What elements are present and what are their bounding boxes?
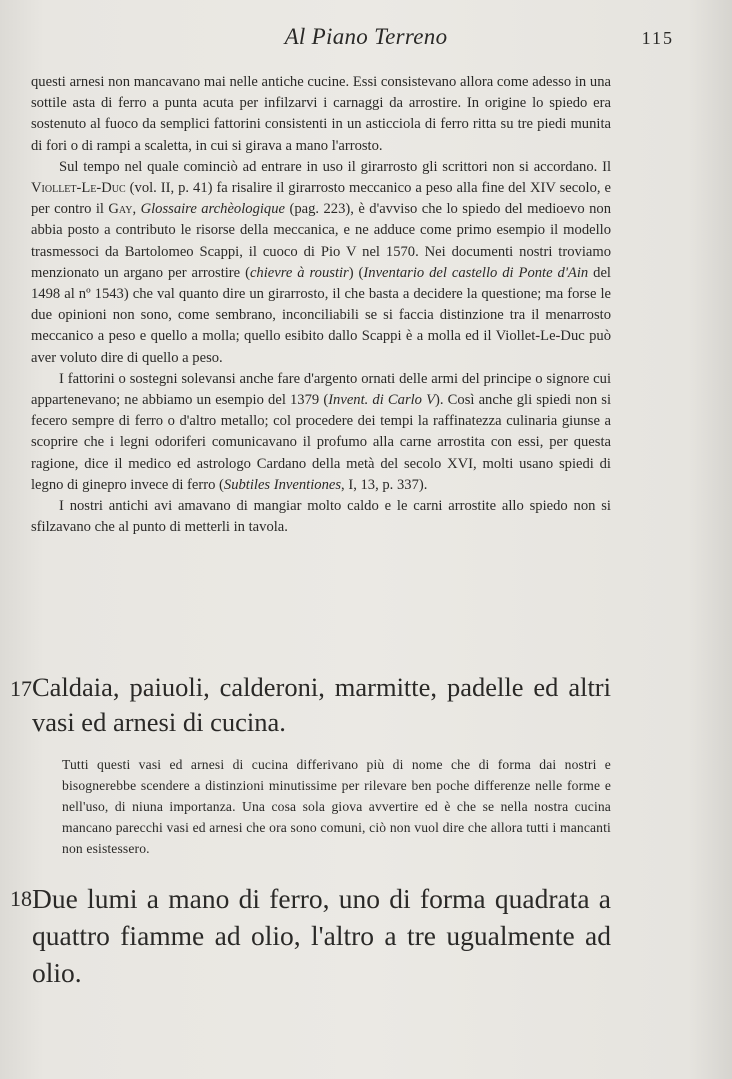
paragraph-4: I nostri antichi avi amavano di mangiar molto caldo e le carni arrostite allo spiedo non si sfilzavano che al punto di metterli in tavola. [31,498,611,536]
paragraph-3: I fattorini o sostegni solevansi anche fare d'argento ornati delle armi del principe o signore cui appartenevano; ne abbiamo un esempio del 1379 (Invent. di Carlo V). Così anche gli spiedi non si fecero sempre di ferro o d'altro metallo; col procedere dei tempi la raffinatezza culinaria giunse a scoprire che i legni odoriferi comunicavano il profumo alla carne arrostita con essi, per questa ragione, dice il medico ed astrologo Cardano della metà del secolo XVI, molti usano spiedi di legno di ginepro invece di ferro (Subtiles Inventiones, I, 13, p. 337). [31,370,611,493]
entry-title: Due lumi a mano di ferro, uno di forma quadrata a quattro fiamme ad olio, l'altro a tre ugualmente ad olio. [32,883,611,988]
page-number: 115 [641,28,674,48]
paragraph-2: Sul tempo nel quale cominciò ad entrare in uso il girarrosto gli scrittori non si accordano. Il Viollet-Le-Duc (vol. II, p. 41) fa risalire il girarrosto meccanico a peso alla fine del XIV secolo, e per contro il Gay, Glossaire archèologique (pag. 223), è d'avviso che lo spiedo del medioevo non abbia posto a contributo le risorse della meccanica, e ne adduce come primo esempio il modello trasmessoci da Bartolomeo Scappi, il cuoco di Pio V nel 1570. Nei documenti nostri troviamo menzionato un argano per arrostire (chievre à roustir) (Inventario del castello di Ponte d'Ain del 1498 al nº 1543) che val quanto dire un girarrosto, il che basta a decidere la questione; ma forse le due opinioni non sono, come sembrano, inconciliabili se si faccia distinzione tra il menarrosto meccanico a peso e quello a molla; quello esibito dallo Scappi è a molla ed il Viollet-Le-Duc può aver voluto dire di quello a peso. [31,158,611,366]
work-title: Invent. di Carlo V [328,392,436,409]
entry-title: Caldaia, paiuoli, calderoni, marmitte, padelle ed altri vasi ed arnesi di cucina. [32,672,611,737]
entry-number: 17 [10,676,32,701]
catalog-entry-17 [10,670,611,859]
author-name: Viollet-Le-Duc [31,180,126,197]
catalog-entry-18 [10,880,611,991]
running-header-title: Al Piano Terreno [284,24,448,49]
work-title: Subtiles Inventiones [223,476,342,493]
work-title: chievre à roustir [249,264,349,281]
entry-number: 18 [10,886,32,911]
entry-description: Tutti questi vasi ed arnesi di cucina differivano più di nome che di forma dai nostri e bisognerebbe scendere a distinzioni minutissime per rilevare ben poche differenze nelle forme e nell'uso, di niuna importanza. Una cosa sola giova avvertire ed è che se nella nostra cucina mancano parecchi vasi ed arnesi che ora sono comuni, ciò non vuol dire che allora tutti i mancanti non esistessero. [62,757,611,856]
work-title: Glossaire archèologique [140,201,286,218]
author-name: Gay [108,201,133,218]
paragraph-1: questi arnesi non mancavano mai nelle antiche cucine. Essi consistevano allora come adesso in una sottile asta di ferro a punta acuta per infilzarvi i carnaggi da arrostire. In origine lo spiedo era sostenuto al fuoco da semplici fattorini consistenti in un asticciola di ferro ritta su tre piedi munita di fori o di rampi a scaletta, in cui si girava a mano l'arrosto. [31,74,611,154]
body-text [31,72,611,538]
work-title: Inventario del castello di Ponte d'Ain [363,264,589,281]
